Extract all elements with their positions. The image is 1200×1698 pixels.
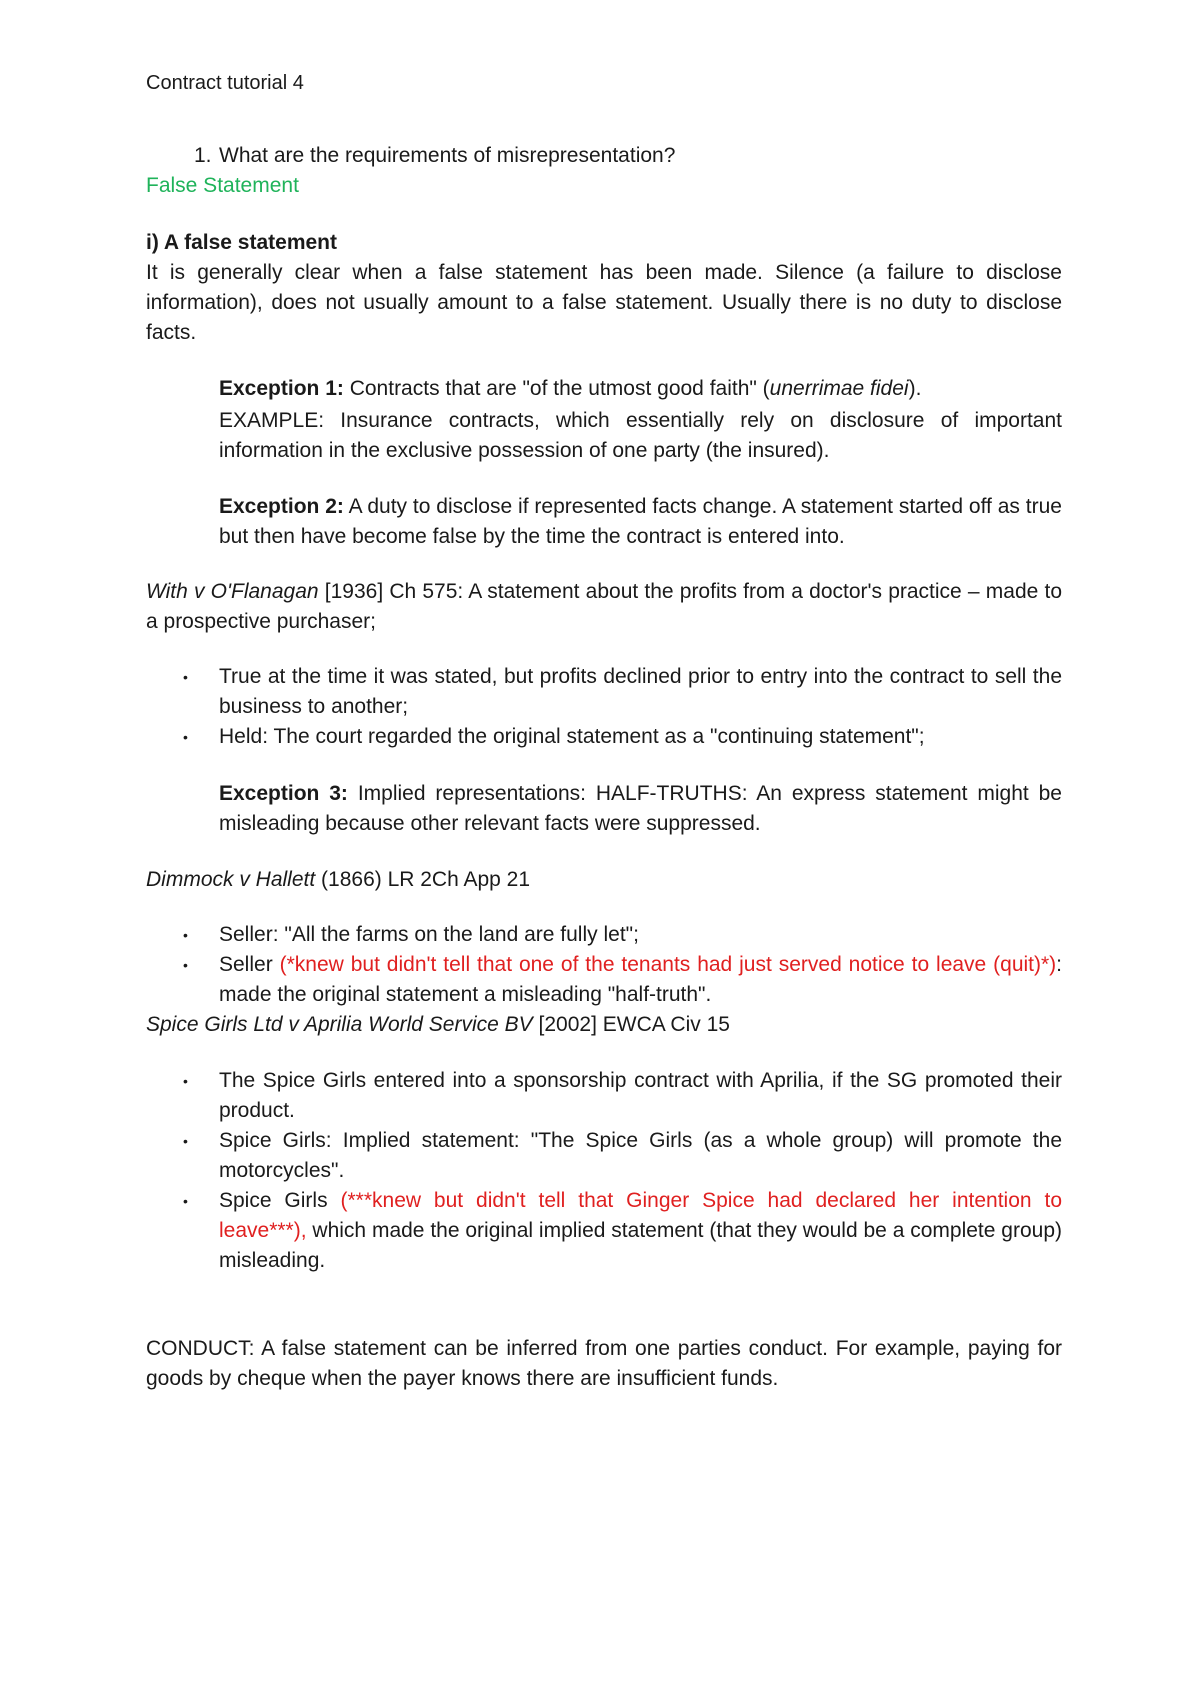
intro-paragraph: It is generally clear when a false statement has been made. Silence (a failure to disclose information), does not usually amount to a false statement. Usually there is no duty to disclose facts. xyxy=(146,261,1062,344)
case-spice-citation: [2002] EWCA Civ 15 xyxy=(532,1013,730,1036)
exception-1-text-b: ). xyxy=(908,377,922,400)
question-item xyxy=(146,141,1062,171)
exception-3-label: Exception 3: xyxy=(219,782,348,805)
document-header: Contract tutorial 4 xyxy=(146,72,304,94)
case-with-paragraph xyxy=(146,577,1062,637)
list-item: • The Spice Girls entered into a sponsorship contract with Aprilia, if the SG promoted their product. xyxy=(146,1066,1062,1126)
list-item: • Held: The court regarded the original statement as a "continuing statement"; xyxy=(146,722,1062,752)
list-item: • True at the time it was stated, but profits declined prior to entry into the contract to sell the business to another; xyxy=(146,662,1062,722)
case-dimmock-name: Dimmock v Hallett xyxy=(146,868,316,891)
exception-3-paragraph xyxy=(219,779,1062,839)
list-item: • Seller (*knew but didn't tell that one of the tenants had just served notice to leave (quit)*): made the original statement a misleading "half-truth". xyxy=(146,950,1062,1010)
document-page xyxy=(146,70,1062,1394)
list-item: • Seller: "All the farms on the land are fully let"; xyxy=(146,920,1062,950)
case-dimmock-paragraph xyxy=(146,865,1062,895)
question-number: 1. xyxy=(194,144,212,167)
exception-2-paragraph xyxy=(219,492,1062,552)
list-item: • Spice Girls (***knew but didn't tell that Ginger Spice had declared her intention to leave***), which made the original implied statement (that they would be a complete group) misleading. xyxy=(146,1186,1062,1276)
bullet-icon: • xyxy=(183,729,188,745)
highlighted-note: (*knew but didn't tell that one of the tenants had just served notice to leave (quit)*) xyxy=(279,953,1057,976)
exception-1-text-a: Contracts that are "of the utmost good faith" ( xyxy=(343,377,770,400)
bullet-icon: • xyxy=(183,669,188,685)
conduct-paragraph: CONDUCT: A false statement can be inferred from one parties conduct. For example, paying for goods by cheque when the payer knows there are insufficient funds. xyxy=(146,1337,1062,1390)
bullet-icon: • xyxy=(183,957,188,973)
exception-1-term: unerrimae fidei xyxy=(769,377,909,400)
case-dimmock-citation: (1866) LR 2Ch App 21 xyxy=(315,868,531,891)
exception-1-example: EXAMPLE: Insurance contracts, which essentially rely on disclosure of important information in the exclusive possession of one party (the insured). xyxy=(219,409,1062,462)
case-dimmock-bullets xyxy=(146,920,1062,1010)
case-with-citation: [1936] Ch 575: A statement about the profits from a doctor's practice – made to a prospective purchaser; xyxy=(146,580,1062,633)
list-item: • Spice Girls: Implied statement: "The Spice Girls (as a whole group) will promote the motorcycles". xyxy=(146,1126,1062,1186)
exception-1-label: Exception 1: xyxy=(219,377,344,400)
exception-3-text: Implied representations: HALF-TRUTHS: An express statement might be misleading because other relevant facts were suppressed. xyxy=(219,782,1062,835)
bullet-icon: • xyxy=(183,1193,188,1209)
exception-1-paragraph xyxy=(219,374,1062,404)
question-text: What are the requirements of misrepresentation? xyxy=(219,144,676,167)
case-with-name: With v O'Flanagan xyxy=(146,580,319,603)
case-spice-paragraph xyxy=(146,1010,1062,1040)
exception-2-text: A duty to disclose if represented facts change. A statement started off as true but then have become false by the time the contract is entered into. xyxy=(219,495,1062,548)
section-title: False Statement xyxy=(146,174,299,197)
case-spice-name: Spice Girls Ltd v Aprilia World Service BV xyxy=(146,1013,533,1036)
case-with-bullets xyxy=(146,662,1062,752)
bullet-icon: • xyxy=(183,1133,188,1149)
subheading-false-statement: i) A false statement xyxy=(146,231,337,254)
highlighted-note: (***knew but didn't tell that Ginger Spice had declared her intention to leave***), xyxy=(219,1189,1062,1242)
bullet-icon: • xyxy=(183,927,188,943)
exception-2-label: Exception 2: xyxy=(219,495,344,518)
bullet-icon: • xyxy=(183,1073,188,1089)
case-spice-bullets xyxy=(146,1066,1062,1276)
